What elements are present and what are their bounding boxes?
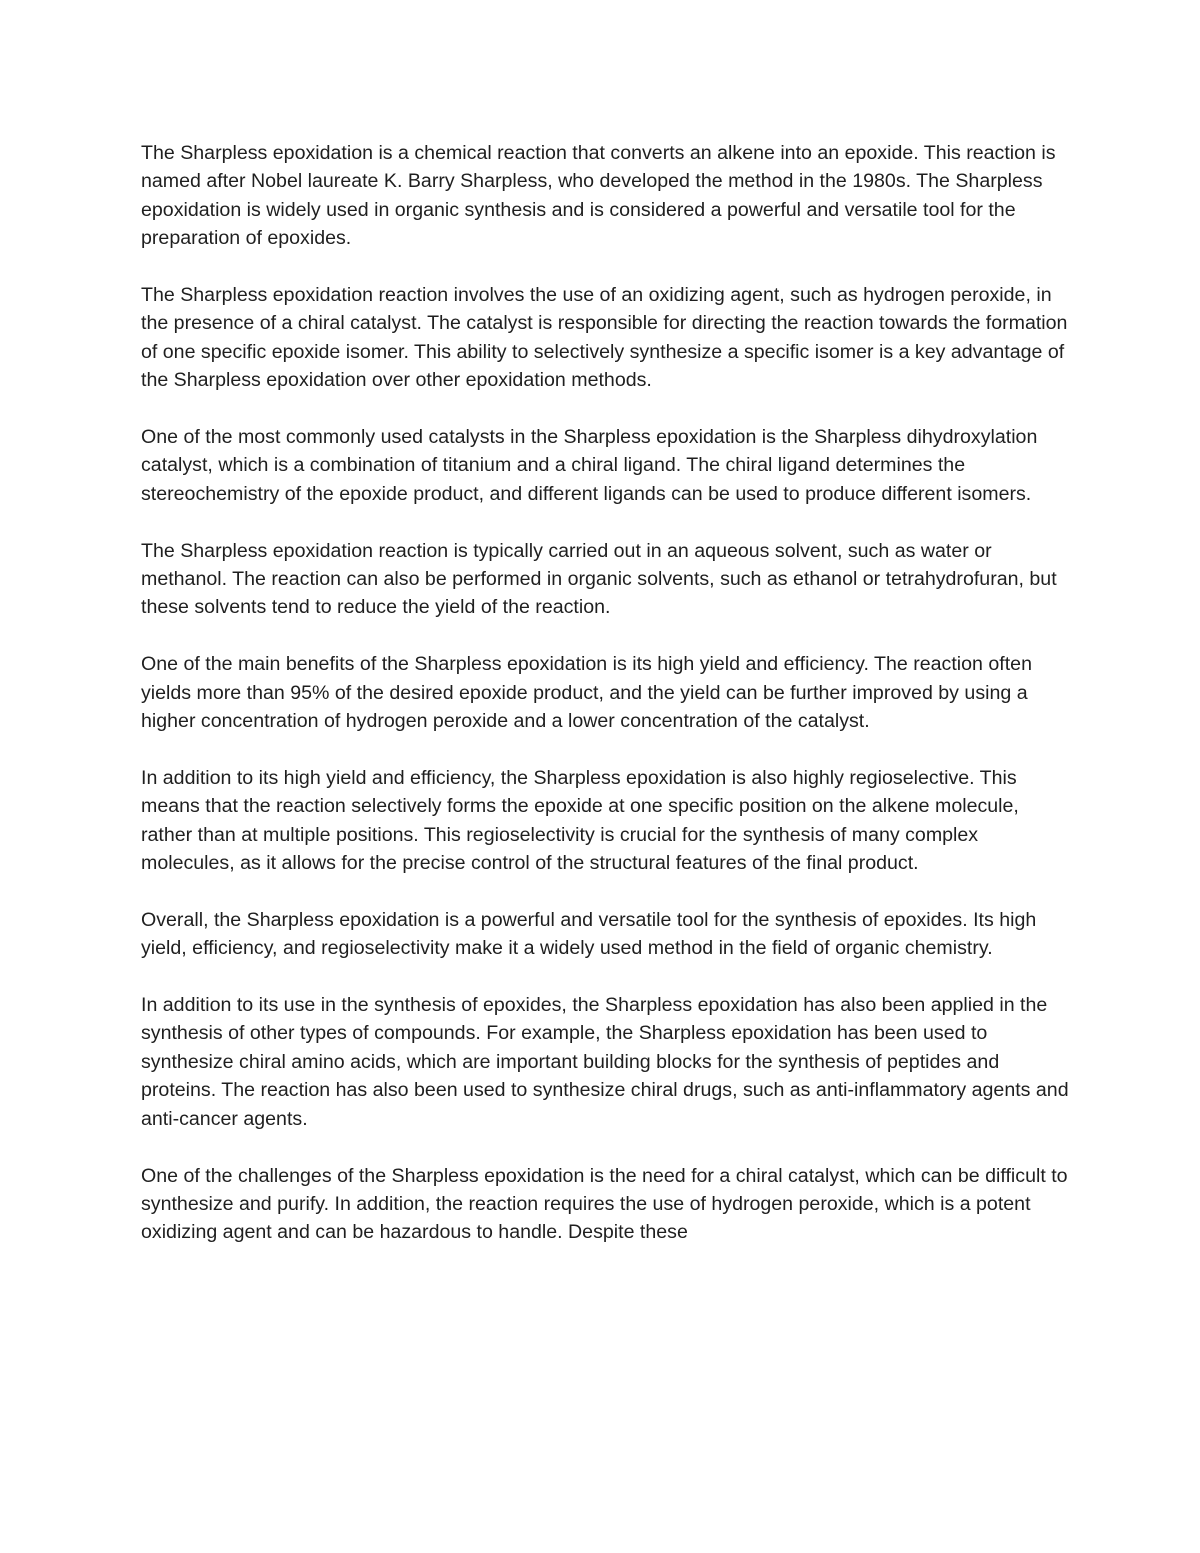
document-body <box>141 139 1071 1275</box>
paragraph-5: One of the main benefits of the Sharpless epoxidation is its high yield and efficiency. The reaction often yields more than 95% of the desired epoxide product, and the yield can be further improved by using a higher concentration of hydrogen peroxide and a lower concentration of the catalyst. <box>141 653 1032 733</box>
paragraph-7: Overall, the Sharpless epoxidation is a powerful and versatile tool for the synthesis of epoxides. Its high yield, efficiency, and regioselectivity make it a widely used method in the field of organic chemistry. <box>141 908 1037 960</box>
paragraph-6: In addition to its high yield and efficiency, the Sharpless epoxidation is also highly regioselective. This means that the reaction selectively forms the epoxide at one specific position on the alkene molecule, rather than at multiple positions. This regioselectivity is crucial for the synthesis of many complex molecules, as it allows for the precise control of the structural features of the final product. <box>141 766 1019 875</box>
paragraph-8: In addition to its use in the synthesis of epoxides, the Sharpless epoxidation has also been applied in the synthesis of other types of compounds. For example, the Sharpless epoxidation has been used to synthesize chiral amino acids, which are important building blocks for the synthesis of peptides and proteins. The reaction has also been used to synthesize chiral drugs, such as anti-inflammatory agents and anti-cancer agents. <box>141 994 1069 1130</box>
paragraph-3: One of the most commonly used catalysts in the Sharpless epoxidation is the Sharpless dihydroxylation catalyst, which is a combination of titanium and a chiral ligand. The chiral ligand determines the stereochemistry of the epoxide product, and different ligands can be used to produce different isomers. <box>141 426 1038 505</box>
paragraph-2: The Sharpless epoxidation reaction involves the use of an oxidizing agent, such as hydrogen peroxide, in the presence of a chiral catalyst. The catalyst is responsible for directing the reaction towards the formation of one specific epoxide isomer. This ability to selectively synthesize a specific isomer is a key advantage of the Sharpless epoxidation over other epoxidation methods. <box>141 284 1068 392</box>
paragraph-4: The Sharpless epoxidation reaction is typically carried out in an aqueous solvent, such as water or methanol. The reaction can also be performed in organic solvents, such as ethanol or tetrahydrofuran, but these solvents tend to reduce the yield of the reaction. <box>141 539 1057 619</box>
paragraph-1: The Sharpless epoxidation is a chemical reaction that converts an alkene into an epoxide. This reaction is named after Nobel laureate K. Barry Sharpless, who developed the method in the 1980s. The Sharpless epoxidation is widely used in organic synthesis and is considered a powerful and versatile tool for the preparation of epoxides. <box>141 142 1056 250</box>
paragraph-9: One of the challenges of the Sharpless epoxidation is the need for a chiral catalyst, which can be difficult to synthesize and purify. In addition, the reaction requires the use of hydrogen peroxide, which is a potent oxidizing agent and can be hazardous to handle. Despite these <box>141 1164 1068 1244</box>
